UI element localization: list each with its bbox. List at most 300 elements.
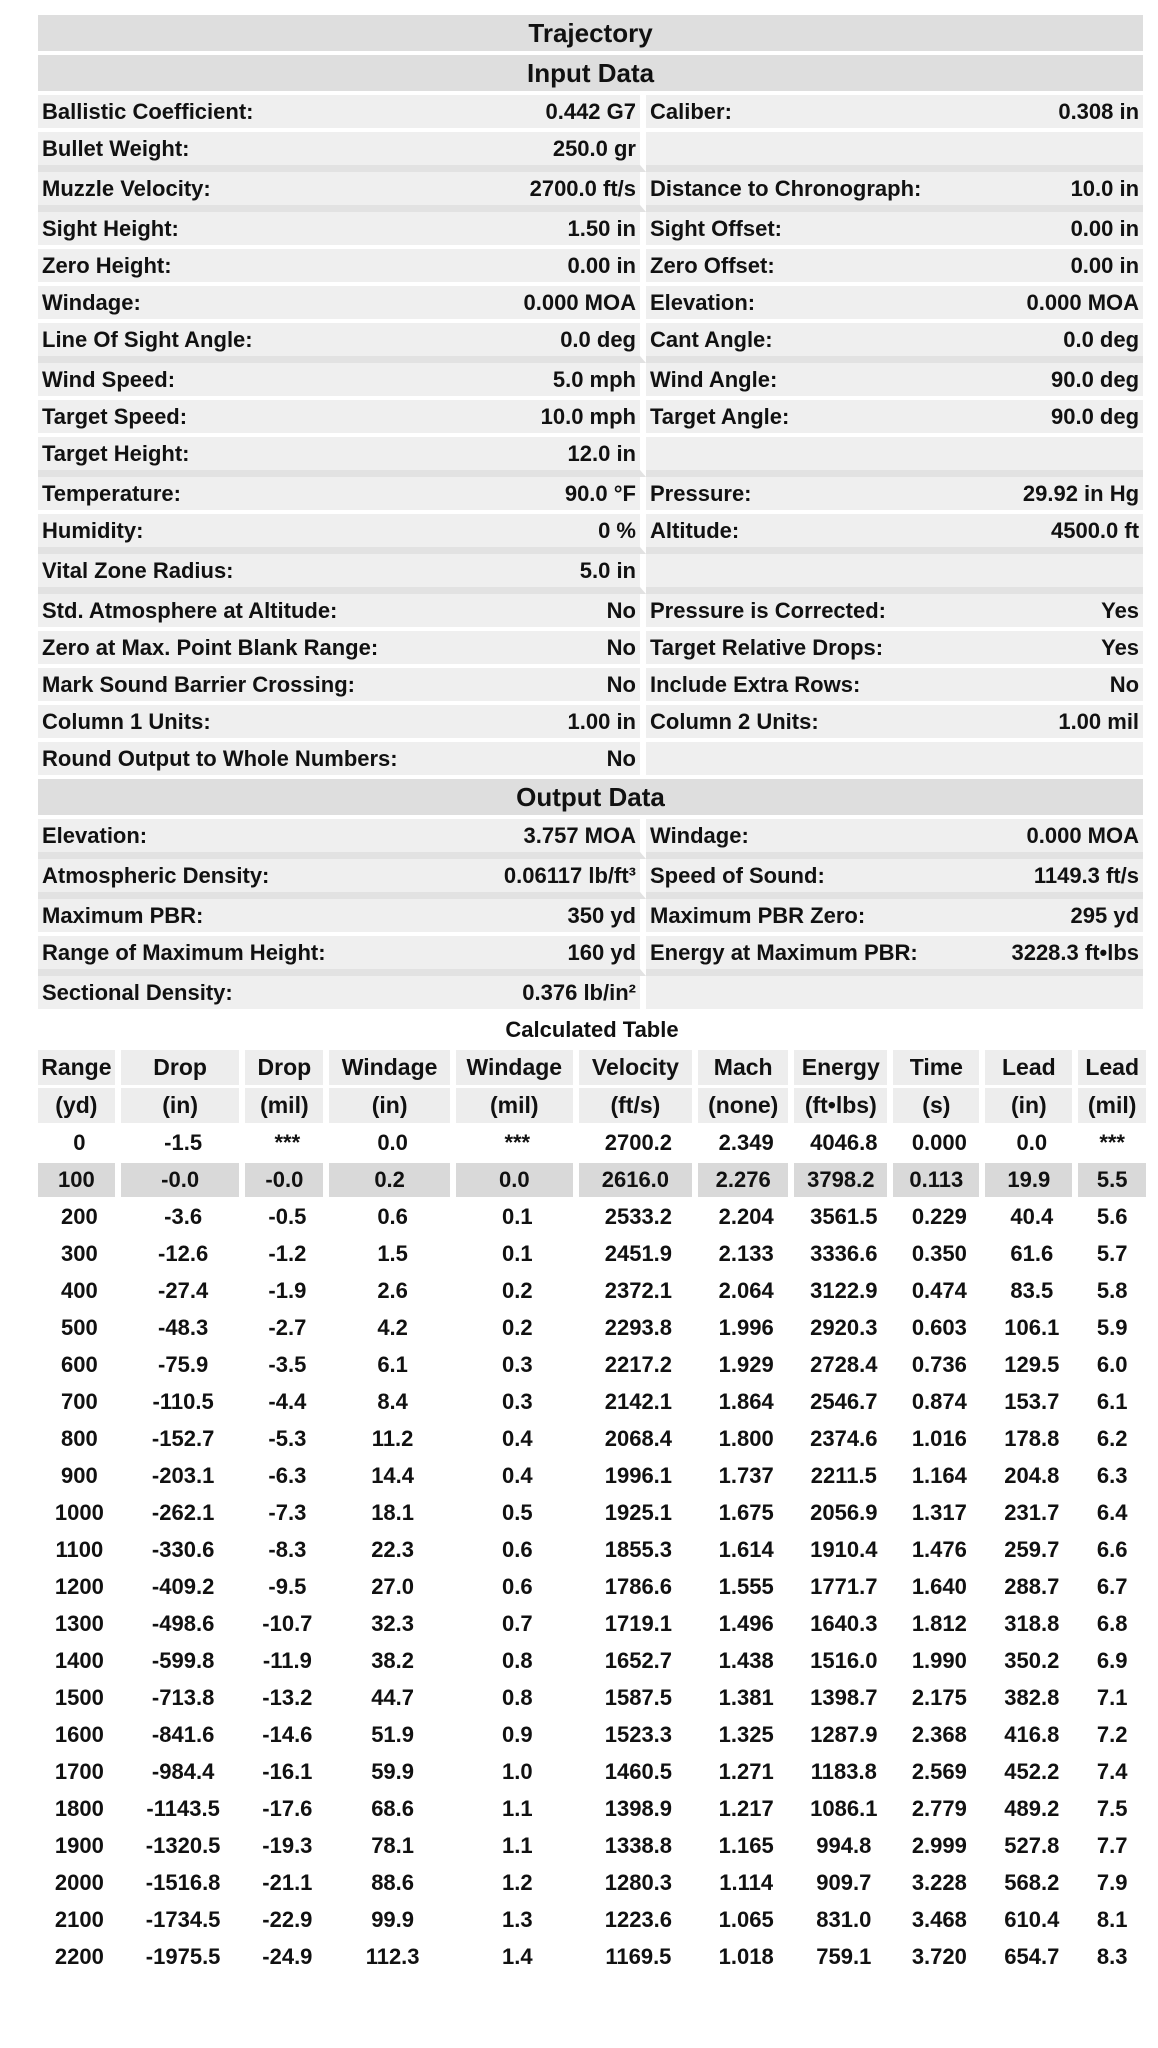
field-value: 90.0 deg <box>971 363 1143 400</box>
table-cell: 2.276 <box>698 1163 794 1200</box>
table-cell: 1771.7 <box>794 1570 893 1607</box>
field-value: 0.00 in <box>971 212 1143 249</box>
data-row <box>38 594 1143 631</box>
table-cell: 1800 <box>38 1792 121 1829</box>
table-cell: 1.4 <box>456 1940 579 1977</box>
table-cell: 350.2 <box>985 1644 1078 1681</box>
table-cell: 2374.6 <box>794 1422 893 1459</box>
table-row <box>38 1607 1146 1644</box>
header-row <box>38 1050 1146 1088</box>
output-section-title: Output Data <box>38 779 1143 819</box>
field-label: Maximum PBR Zero: <box>646 899 971 936</box>
table-cell: 1.496 <box>698 1607 794 1644</box>
data-row <box>38 477 1143 514</box>
table-cell: 1.675 <box>698 1496 794 1533</box>
column-header: Lead <box>985 1050 1078 1088</box>
data-row <box>38 437 1143 477</box>
field-label: Elevation: <box>38 819 456 859</box>
data-row <box>38 819 1143 859</box>
table-row <box>38 1311 1146 1348</box>
column-unit: (ft/s) <box>579 1088 699 1126</box>
table-cell: 3122.9 <box>794 1274 893 1311</box>
field-label: Sight Height: <box>38 212 456 249</box>
table-cell: 2.6 <box>329 1274 456 1311</box>
field-label <box>646 554 971 594</box>
table-cell: -1.5 <box>121 1126 246 1163</box>
table-cell: 1280.3 <box>579 1866 699 1903</box>
table-cell: -409.2 <box>121 1570 246 1607</box>
column-header: Drop <box>121 1050 246 1088</box>
table-cell: 5.9 <box>1078 1311 1146 1348</box>
field-value: 0 % <box>456 514 646 554</box>
field-value <box>971 742 1143 779</box>
table-row <box>38 1644 1146 1681</box>
table-cell: -203.1 <box>121 1459 246 1496</box>
table-cell: 7.9 <box>1078 1866 1146 1903</box>
field-value: No <box>456 594 646 631</box>
column-unit: (none) <box>698 1088 794 1126</box>
table-cell: -16.1 <box>245 1755 329 1792</box>
table-row <box>38 1459 1146 1496</box>
table-cell: 800 <box>38 1422 121 1459</box>
table-row <box>38 1385 1146 1422</box>
table-cell: 1855.3 <box>579 1533 699 1570</box>
data-row <box>38 976 1143 1013</box>
field-value: 2700.0 ft/s <box>456 172 646 212</box>
table-cell: 231.7 <box>985 1496 1078 1533</box>
data-row <box>38 323 1143 363</box>
table-cell: -330.6 <box>121 1533 246 1570</box>
table-cell: 2728.4 <box>794 1348 893 1385</box>
table-cell: 51.9 <box>329 1718 456 1755</box>
field-label: Zero at Max. Point Blank Range: <box>38 631 456 668</box>
field-value: 0.0 deg <box>971 323 1143 363</box>
table-cell: -21.1 <box>245 1866 329 1903</box>
table-cell: 0.0 <box>456 1163 579 1200</box>
input-section-title: Input Data <box>38 55 1143 95</box>
table-cell: 1900 <box>38 1829 121 1866</box>
table-cell: 1223.6 <box>579 1903 699 1940</box>
field-label: Line Of Sight Angle: <box>38 323 456 363</box>
field-value: 0.308 in <box>971 95 1143 132</box>
table-cell: -5.3 <box>245 1422 329 1459</box>
table-cell: 61.6 <box>985 1237 1078 1274</box>
table-cell: 994.8 <box>794 1829 893 1866</box>
table-cell: 1.165 <box>698 1829 794 1866</box>
data-row <box>38 212 1143 249</box>
field-value: 4500.0 ft <box>971 514 1143 554</box>
table-cell: 5.7 <box>1078 1237 1146 1274</box>
column-unit: (yd) <box>38 1088 121 1126</box>
field-label: Wind Speed: <box>38 363 456 400</box>
table-cell: 3798.2 <box>794 1163 893 1200</box>
field-value: 350 yd <box>456 899 646 936</box>
table-row <box>38 1348 1146 1385</box>
column-header: Windage <box>456 1050 579 1088</box>
field-value: 295 yd <box>971 899 1143 936</box>
field-label: Ballistic Coefficient: <box>38 95 456 132</box>
field-label: Atmospheric Density: <box>38 859 456 899</box>
table-cell: 6.3 <box>1078 1459 1146 1496</box>
table-cell: 6.7 <box>1078 1570 1146 1607</box>
data-row <box>38 899 1143 936</box>
table-cell: 2.349 <box>698 1126 794 1163</box>
table-cell: *** <box>456 1126 579 1163</box>
table-cell: 700 <box>38 1385 121 1422</box>
table-row <box>38 1570 1146 1607</box>
table-cell: 1.5 <box>329 1237 456 1274</box>
table-cell: 831.0 <box>794 1903 893 1940</box>
column-unit: (in) <box>985 1088 1078 1126</box>
table-cell: 1.0 <box>456 1755 579 1792</box>
table-cell: 59.9 <box>329 1755 456 1792</box>
table-row <box>38 1681 1146 1718</box>
table-cell: 6.6 <box>1078 1533 1146 1570</box>
table-row <box>38 1126 1146 1163</box>
field-value: 10.0 mph <box>456 400 646 437</box>
table-cell: 0 <box>38 1126 121 1163</box>
table-row <box>38 1163 1146 1200</box>
field-value: 0.000 MOA <box>971 819 1143 859</box>
column-header: Range <box>38 1050 121 1088</box>
data-row <box>38 249 1143 286</box>
table-cell: 0.474 <box>893 1274 985 1311</box>
field-label: Target Relative Drops: <box>646 631 971 668</box>
field-label: Target Speed: <box>38 400 456 437</box>
field-value: 29.92 in Hg <box>971 477 1143 514</box>
table-cell: 1.164 <box>893 1459 985 1496</box>
table-cell: 654.7 <box>985 1940 1078 1977</box>
field-label: Round Output to Whole Numbers: <box>38 742 456 779</box>
table-cell: 2372.1 <box>579 1274 699 1311</box>
table-cell: -22.9 <box>245 1903 329 1940</box>
table-cell: 0.3 <box>456 1348 579 1385</box>
field-label: Caliber: <box>646 95 971 132</box>
table-cell: 1.614 <box>698 1533 794 1570</box>
field-value: 1.00 in <box>456 705 646 742</box>
column-header: Lead <box>1078 1050 1146 1088</box>
table-cell: 2.779 <box>893 1792 985 1829</box>
field-label: Energy at Maximum PBR: <box>646 936 971 976</box>
table-cell: 1300 <box>38 1607 121 1644</box>
table-cell: 22.3 <box>329 1533 456 1570</box>
table-cell: 6.2 <box>1078 1422 1146 1459</box>
field-label: Temperature: <box>38 477 456 514</box>
table-cell: 2546.7 <box>794 1385 893 1422</box>
table-cell: 0.229 <box>893 1200 985 1237</box>
table-cell: 44.7 <box>329 1681 456 1718</box>
table-cell: 0.5 <box>456 1496 579 1533</box>
data-row <box>38 742 1143 779</box>
data-row <box>38 132 1143 172</box>
table-cell: -1975.5 <box>121 1940 246 1977</box>
table-cell: 88.6 <box>329 1866 456 1903</box>
table-cell: -27.4 <box>121 1274 246 1311</box>
table-row <box>38 1533 1146 1570</box>
table-cell: -0.5 <box>245 1200 329 1237</box>
table-cell: 2.175 <box>893 1681 985 1718</box>
table-cell: 100 <box>38 1163 121 1200</box>
table-row <box>38 1718 1146 1755</box>
column-unit: (in) <box>121 1088 246 1126</box>
table-cell: 2920.3 <box>794 1311 893 1348</box>
field-label: Altitude: <box>646 514 971 554</box>
field-label: Include Extra Rows: <box>646 668 971 705</box>
table-cell: -2.7 <box>245 1311 329 1348</box>
table-cell: -1320.5 <box>121 1829 246 1866</box>
field-label: Target Height: <box>38 437 456 477</box>
table-cell: 68.6 <box>329 1792 456 1829</box>
column-header: Velocity <box>579 1050 699 1088</box>
column-header: Drop <box>245 1050 329 1088</box>
table-cell: 7.5 <box>1078 1792 1146 1829</box>
table-cell: 2068.4 <box>579 1422 699 1459</box>
table-cell: 0.4 <box>456 1459 579 1496</box>
table-cell: -4.4 <box>245 1385 329 1422</box>
table-cell: 6.1 <box>329 1348 456 1385</box>
table-cell: 3.228 <box>893 1866 985 1903</box>
column-header: Time <box>893 1050 985 1088</box>
table-cell: 288.7 <box>985 1570 1078 1607</box>
table-cell: 1.317 <box>893 1496 985 1533</box>
table-cell: 6.9 <box>1078 1644 1146 1681</box>
field-value: 3.757 MOA <box>456 819 646 859</box>
page-title: Trajectory <box>38 15 1143 55</box>
table-cell: 300 <box>38 1237 121 1274</box>
table-cell: 568.2 <box>985 1866 1078 1903</box>
field-value: 250.0 gr <box>456 132 646 172</box>
trajectory-report <box>38 15 1146 1977</box>
table-cell: 1786.6 <box>579 1570 699 1607</box>
table-cell: 7.4 <box>1078 1755 1146 1792</box>
table-cell: 204.8 <box>985 1459 1078 1496</box>
table-cell: 6.0 <box>1078 1348 1146 1385</box>
table-cell: 0.6 <box>456 1570 579 1607</box>
table-row <box>38 1866 1146 1903</box>
table-cell: -17.6 <box>245 1792 329 1829</box>
field-label: Column 2 Units: <box>646 705 971 742</box>
table-cell: 1700 <box>38 1755 121 1792</box>
field-label: Distance to Chronograph: <box>646 172 971 212</box>
table-cell: -841.6 <box>121 1718 246 1755</box>
table-cell: -262.1 <box>121 1496 246 1533</box>
table-cell: 0.9 <box>456 1718 579 1755</box>
table-row <box>38 1940 1146 1977</box>
table-cell: 1910.4 <box>794 1533 893 1570</box>
column-unit: (s) <box>893 1088 985 1126</box>
field-value <box>971 976 1143 1013</box>
field-value: 0.000 MOA <box>456 286 646 323</box>
table-cell: 7.2 <box>1078 1718 1146 1755</box>
table-row <box>38 1422 1146 1459</box>
table-cell: 1.271 <box>698 1755 794 1792</box>
table-cell: *** <box>245 1126 329 1163</box>
data-row <box>38 668 1143 705</box>
field-label: Muzzle Velocity: <box>38 172 456 212</box>
field-label: Zero Height: <box>38 249 456 286</box>
table-cell: 0.874 <box>893 1385 985 1422</box>
field-label: Mark Sound Barrier Crossing: <box>38 668 456 705</box>
table-cell: 1523.3 <box>579 1718 699 1755</box>
table-cell: 489.2 <box>985 1792 1078 1829</box>
field-value: 1.50 in <box>456 212 646 249</box>
field-label: Speed of Sound: <box>646 859 971 899</box>
field-label: Target Angle: <box>646 400 971 437</box>
table-cell: 153.7 <box>985 1385 1078 1422</box>
table-cell: -498.6 <box>121 1607 246 1644</box>
table-cell: 1.929 <box>698 1348 794 1385</box>
field-label: Pressure: <box>646 477 971 514</box>
table-cell: 1516.0 <box>794 1644 893 1681</box>
table-cell: 1169.5 <box>579 1940 699 1977</box>
table-cell: -12.6 <box>121 1237 246 1274</box>
field-label: Std. Atmosphere at Altitude: <box>38 594 456 631</box>
table-cell: 1.381 <box>698 1681 794 1718</box>
table-cell: 0.7 <box>456 1607 579 1644</box>
table-cell: 14.4 <box>329 1459 456 1496</box>
field-value: No <box>971 668 1143 705</box>
table-cell: 5.5 <box>1078 1163 1146 1200</box>
table-cell: 1398.7 <box>794 1681 893 1718</box>
column-header: Energy <box>794 1050 893 1088</box>
table-cell: 2.133 <box>698 1237 794 1274</box>
table-cell: 2533.2 <box>579 1200 699 1237</box>
field-label: Elevation: <box>646 286 971 323</box>
table-cell: 0.603 <box>893 1311 985 1348</box>
table-cell: 0.3 <box>456 1385 579 1422</box>
table-cell: -13.2 <box>245 1681 329 1718</box>
table-cell: 1.640 <box>893 1570 985 1607</box>
table-cell: -19.3 <box>245 1829 329 1866</box>
table-cell: 2217.2 <box>579 1348 699 1385</box>
table-cell: 2.204 <box>698 1200 794 1237</box>
table-cell: 7.1 <box>1078 1681 1146 1718</box>
table-row <box>38 1496 1146 1533</box>
field-value: 90.0 °F <box>456 477 646 514</box>
calc-section-title: Calculated Table <box>38 1013 1146 1050</box>
table-cell: 2293.8 <box>579 1311 699 1348</box>
data-row <box>38 286 1143 323</box>
field-value: 160 yd <box>456 936 646 976</box>
data-row <box>38 363 1143 400</box>
table-cell: 4046.8 <box>794 1126 893 1163</box>
field-label <box>646 437 971 477</box>
table-cell: 8.3 <box>1078 1940 1146 1977</box>
table-cell: -1734.5 <box>121 1903 246 1940</box>
field-value <box>971 132 1143 172</box>
field-label <box>646 976 971 1013</box>
field-label: Humidity: <box>38 514 456 554</box>
table-cell: 11.2 <box>329 1422 456 1459</box>
table-row <box>38 1755 1146 1792</box>
field-value: 0.0 deg <box>456 323 646 363</box>
data-row <box>38 554 1143 594</box>
table-cell: 600 <box>38 1348 121 1385</box>
table-cell: 0.0 <box>985 1126 1078 1163</box>
table-cell: 0.1 <box>456 1237 579 1274</box>
table-cell: -0.0 <box>245 1163 329 1200</box>
table-cell: 19.9 <box>985 1163 1078 1200</box>
table-cell: 500 <box>38 1311 121 1348</box>
table-cell: 0.1 <box>456 1200 579 1237</box>
table-cell: 2.999 <box>893 1829 985 1866</box>
table-cell: 0.6 <box>456 1533 579 1570</box>
field-label: Sectional Density: <box>38 976 456 1013</box>
field-label: Cant Angle: <box>646 323 971 363</box>
table-cell: 0.0 <box>329 1126 456 1163</box>
table-cell: 4.2 <box>329 1311 456 1348</box>
table-cell: 382.8 <box>985 1681 1078 1718</box>
table-cell: 3.720 <box>893 1940 985 1977</box>
table-cell: 1.555 <box>698 1570 794 1607</box>
table-cell: 1.325 <box>698 1718 794 1755</box>
table-cell: -599.8 <box>121 1644 246 1681</box>
field-value: No <box>456 668 646 705</box>
table-cell: 1086.1 <box>794 1792 893 1829</box>
table-cell: 200 <box>38 1200 121 1237</box>
table-cell: 1.065 <box>698 1903 794 1940</box>
table-cell: 7.7 <box>1078 1829 1146 1866</box>
table-cell: 6.4 <box>1078 1496 1146 1533</box>
table-cell: 0.736 <box>893 1348 985 1385</box>
table-cell: 3561.5 <box>794 1200 893 1237</box>
field-value: 0.000 MOA <box>971 286 1143 323</box>
table-cell: *** <box>1078 1126 1146 1163</box>
field-label <box>646 132 971 172</box>
table-cell: 1400 <box>38 1644 121 1681</box>
table-cell: 527.8 <box>985 1829 1078 1866</box>
input-data-table <box>38 15 1143 779</box>
field-label: Windage: <box>38 286 456 323</box>
table-cell: -0.0 <box>121 1163 246 1200</box>
table-cell: 27.0 <box>329 1570 456 1607</box>
table-cell: 1460.5 <box>579 1755 699 1792</box>
table-cell: -1.9 <box>245 1274 329 1311</box>
table-cell: 178.8 <box>985 1422 1078 1459</box>
field-value: 10.0 in <box>971 172 1143 212</box>
table-cell: -48.3 <box>121 1311 246 1348</box>
table-cell: 1.996 <box>698 1311 794 1348</box>
field-value: 90.0 deg <box>971 400 1143 437</box>
field-value: 1149.3 ft/s <box>971 859 1143 899</box>
data-row <box>38 172 1143 212</box>
table-cell: -14.6 <box>245 1718 329 1755</box>
data-row <box>38 859 1143 899</box>
field-label: Sight Offset: <box>646 212 971 249</box>
table-cell: 5.8 <box>1078 1274 1146 1311</box>
table-cell: -6.3 <box>245 1459 329 1496</box>
table-cell: -152.7 <box>121 1422 246 1459</box>
data-row <box>38 631 1143 668</box>
table-cell: 259.7 <box>985 1533 1078 1570</box>
table-cell: 99.9 <box>329 1903 456 1940</box>
field-label: Maximum PBR: <box>38 899 456 936</box>
table-cell: -75.9 <box>121 1348 246 1385</box>
table-cell: 1600 <box>38 1718 121 1755</box>
table-cell: 1000 <box>38 1496 121 1533</box>
table-cell: -1143.5 <box>121 1792 246 1829</box>
table-cell: 2.569 <box>893 1755 985 1792</box>
field-value: 0.00 in <box>456 249 646 286</box>
table-cell: 1.3 <box>456 1903 579 1940</box>
table-cell: -984.4 <box>121 1755 246 1792</box>
column-header: Windage <box>329 1050 456 1088</box>
table-cell: 1.2 <box>456 1866 579 1903</box>
table-cell: 83.5 <box>985 1274 1078 1311</box>
table-cell: 1.018 <box>698 1940 794 1977</box>
table-cell: 5.6 <box>1078 1200 1146 1237</box>
table-cell: 1652.7 <box>579 1644 699 1681</box>
